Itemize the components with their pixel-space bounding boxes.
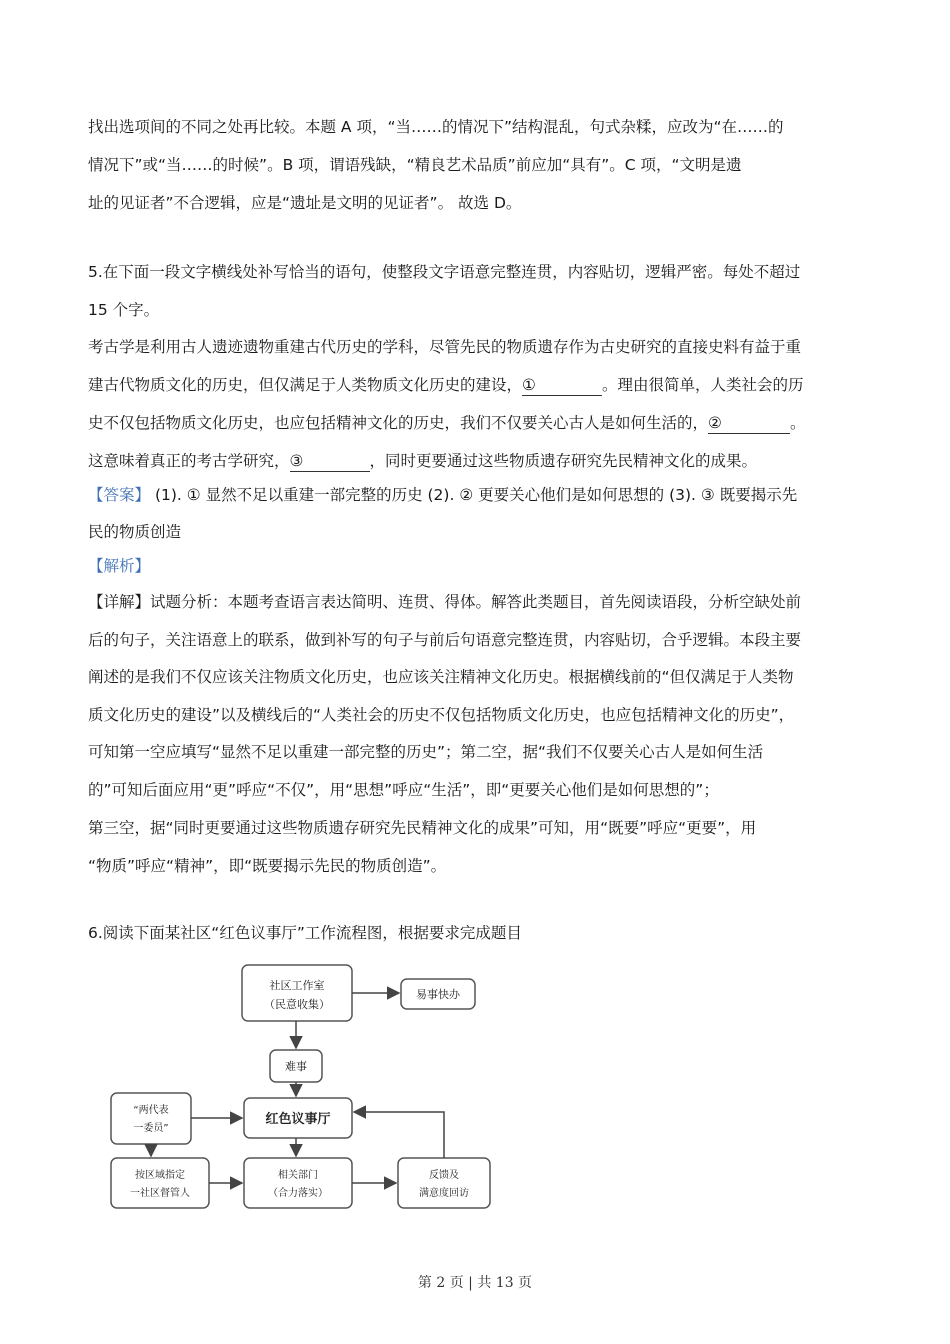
q5-passage-text: 这意味着真正的考古学研究， bbox=[88, 452, 290, 470]
detail-line: 的”可知后面应用“更”呼应“不仅”，用“思想”呼应“生活”，即“更要关心他们是如何思想的”； bbox=[88, 781, 719, 799]
detail-line: “物质”呼应“精神”，即“既要揭示先民的物质创造”。 bbox=[88, 857, 447, 875]
dept-label: （合力落实） bbox=[268, 1188, 328, 1199]
box-feedback bbox=[398, 1158, 490, 1208]
red-hall-label: 红色议事厅 bbox=[265, 1112, 331, 1127]
q5-stem: 5.在下面一段文字横线处补写恰当的语句，使整段文字语意完整连贯，内容贴切，逻辑严密。每处不超过 bbox=[88, 263, 801, 281]
supervisor-label: 一社区督管人 bbox=[130, 1188, 190, 1199]
office-label: （民意收集） bbox=[264, 998, 330, 1011]
feedback-label: 满意度回访 bbox=[419, 1188, 469, 1199]
reps-label: “两代表 bbox=[133, 1105, 169, 1116]
analysis-line: 找出选项间的不同之处再比较。本题 A 项，“当……的情况下”结构混乱，句式杂糅，应改为“在……的 bbox=[88, 118, 784, 136]
detail-line: 质文化历史的建设”以及横线后的“人类社会的历史不仅包括物质文化历史，也应包括精神文化的历史”， bbox=[88, 706, 795, 724]
detail-line: 第三空，据“同时更要通过这些物质遗存研究先民精神文化的成果”可知，用“既要”呼应“更要”，用 bbox=[88, 819, 757, 837]
box-supervisor bbox=[111, 1158, 209, 1208]
blank-2: ② bbox=[708, 413, 790, 434]
q6-stem: 6.阅读下面某社区“红色议事厅”工作流程图，根据要求完成题目 bbox=[88, 924, 522, 942]
q5-stem: 15 个字。 bbox=[88, 301, 160, 319]
q5-passage-line: 考古学是利用古人遗迹遗物重建古代历史的学科，尽管先民的物质遗存作为古史研究的直接史料有益于重 bbox=[88, 338, 802, 356]
feedback-label: 反馈及 bbox=[429, 1170, 459, 1181]
q5-passage-text: 。理由很简单，人类社会的历 bbox=[602, 376, 804, 394]
analysis-line: 情况下”或“当……的时候”。B 项，谓语残缺，“精良艺术品质”前应加“具有”。C 项，“文明是遗 bbox=[88, 156, 742, 174]
q5-passage-text: 。 bbox=[790, 414, 806, 432]
detail-text: 试题分析：本题考查语言表达简明、连贯、得体。解答此类题目，首先阅读语段，分析空缺处前 bbox=[150, 593, 802, 611]
detail-label: 【详解】 bbox=[88, 593, 151, 611]
answer-label: 【答案】 bbox=[88, 486, 151, 504]
q5-passage-text: 史不仅包括物质文化历史，也应包括精神文化的历史，我们不仅要关心古人是如何生活的， bbox=[88, 414, 709, 432]
q5-passage-text: ，同时更要通过这些物质遗存研究先民精神文化的成果。 bbox=[369, 452, 758, 470]
dept-label: 相关部门 bbox=[278, 1170, 318, 1181]
reps-label: 一委员” bbox=[133, 1123, 169, 1134]
detail-line: 后的句子，关注语意上的联系，做到补写的句子与前后句语意完整连贯，内容贴切，合乎逻辑。本段主要 bbox=[88, 631, 802, 649]
arrow-feedback-hall bbox=[354, 1112, 444, 1158]
analysis-line: 址的见证者”不合逻辑，应是“遗址是文明的见证者”。 故选 D。 bbox=[88, 194, 522, 212]
supervisor-label: 按区域指定 bbox=[135, 1170, 185, 1181]
answer-line: 民的物质创造 bbox=[88, 523, 182, 541]
page-footer: 第 2 页 | 共 13 页 bbox=[417, 1275, 533, 1291]
q5-passage-text: 建古代物质文化的历史，但仅满足于人类物质文化历史的建设， bbox=[88, 376, 523, 394]
blank-1: ① bbox=[522, 375, 602, 396]
analysis-label: 【解析】 bbox=[88, 557, 151, 575]
box-community-office bbox=[242, 965, 352, 1021]
detail-line: 阐述的是我们不仅应该关注物质文化历史，也应该关注精神文化历史。根据横线前的“但仅满足于人类物 bbox=[88, 668, 794, 686]
blank-3: ③ bbox=[290, 451, 370, 472]
hard-label: 难事 bbox=[285, 1060, 307, 1073]
box-representatives bbox=[111, 1093, 191, 1144]
box-departments bbox=[244, 1158, 352, 1208]
easy-label: 易事快办 bbox=[416, 988, 460, 1001]
detail-line: 可知第一空应填写“显然不足以重建一部完整的历史”；第二空，据“我们不仅要关心古人是如何生活 bbox=[88, 743, 764, 761]
answer-text: (1). ① 显然不足以重建一部完整的历史 (2). ② 更要关心他们是如何思想的 (3). ③ 既要揭示先 bbox=[150, 486, 798, 504]
office-label: 社区工作室 bbox=[269, 979, 325, 992]
